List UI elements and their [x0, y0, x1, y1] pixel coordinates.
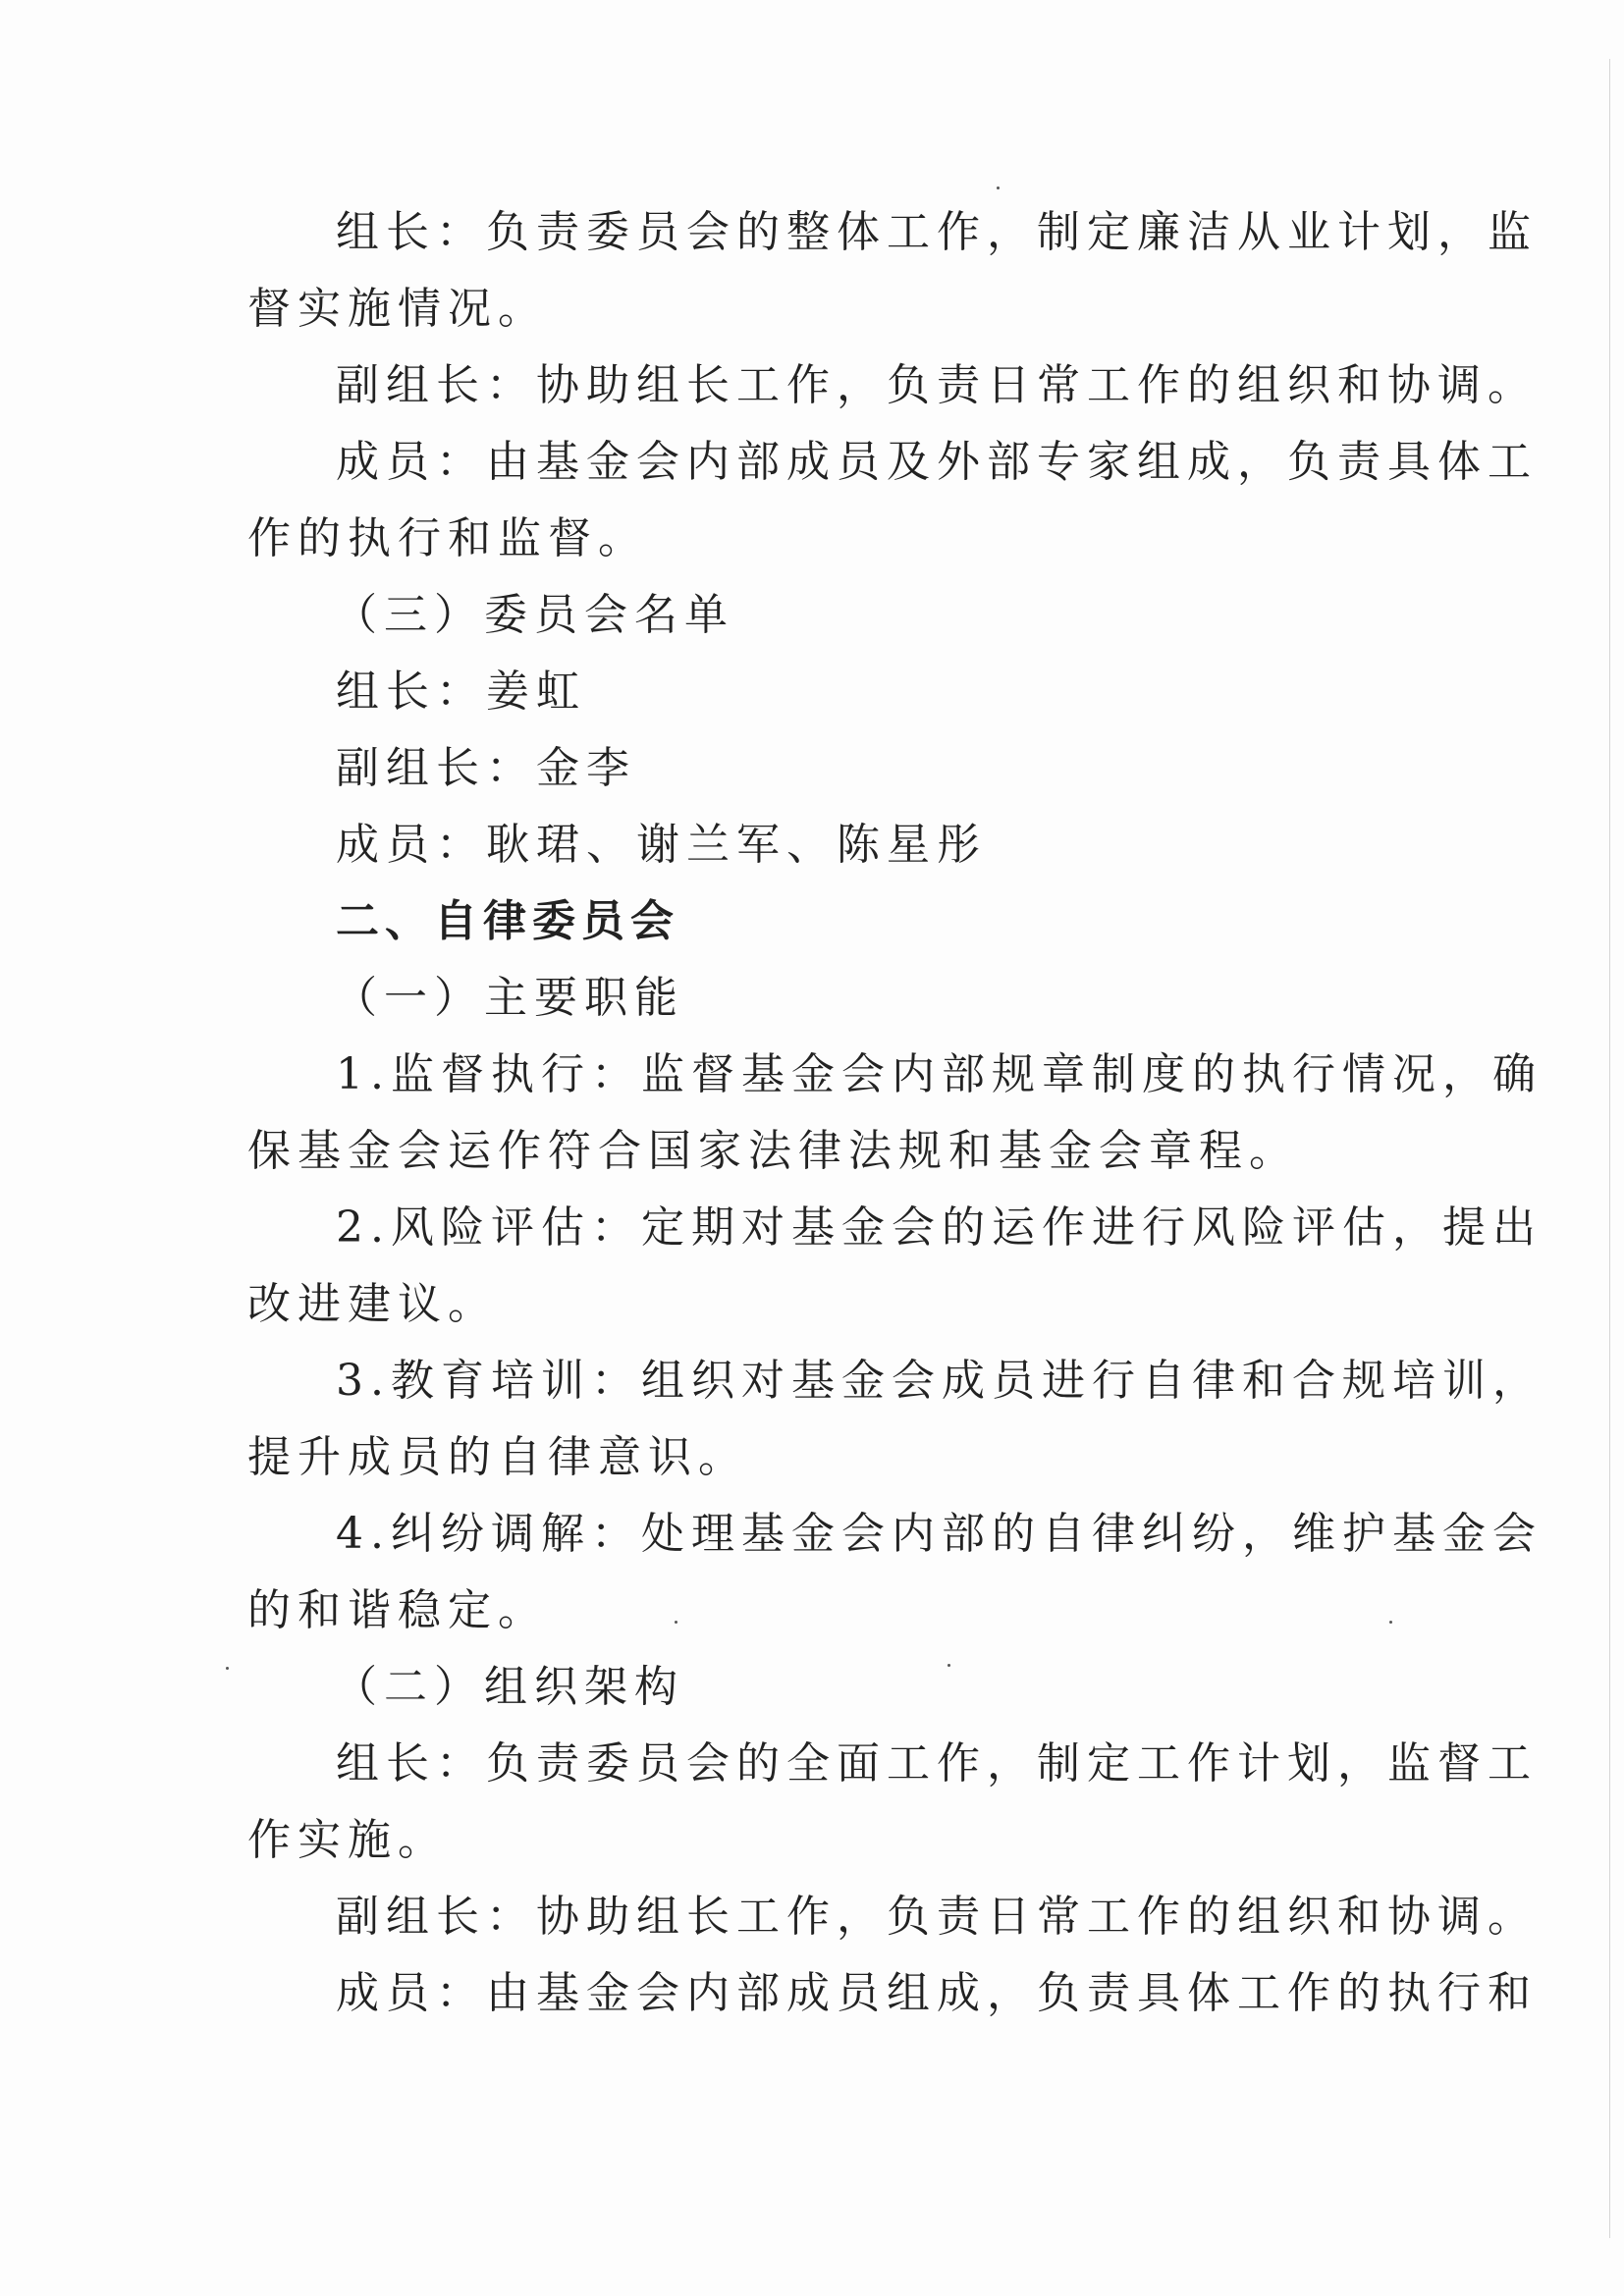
- scan-speck: [997, 187, 1000, 189]
- list-members: 成员：耿珺、谢兰军、陈星彤: [336, 820, 987, 870]
- paragraph-function-risk-cont: 改进建议。: [247, 1279, 498, 1329]
- paragraph-members-duty: 成员：由基金会内部成员及外部专家组成，负责具体工: [336, 437, 1538, 487]
- paragraph-group-leader-duty: 组长：负责委员会的整体工作，制定廉洁从业计划，监: [336, 207, 1538, 257]
- paragraph-org-leader-duty-cont: 作实施。: [247, 1815, 448, 1865]
- subheading-main-functions: （一）主要职能: [334, 973, 684, 1023]
- paragraph-org-members-duty: 成员：由基金会内部成员组成，负责具体工作的执行和: [336, 1968, 1538, 2018]
- list-group-leader: 组长：姜虹: [336, 667, 586, 717]
- paragraph-function-supervision: 1.监督执行：监督基金会内部规章制度的执行情况，确: [336, 1049, 1543, 1099]
- list-deputy-leader: 副组长：金李: [336, 743, 636, 793]
- scan-speck: [1389, 1621, 1392, 1624]
- paragraph-members-duty-cont: 作的执行和监督。: [247, 513, 648, 563]
- paragraph-function-mediation: 4.纠纷调解：处理基金会内部的自律纠纷，维护基金会: [336, 1509, 1543, 1559]
- section-heading-self-discipline-committee: 二、自律委员会: [336, 896, 679, 946]
- paragraph-function-risk: 2.风险评估：定期对基金会的运作进行风险评估，提出: [336, 1202, 1543, 1253]
- subheading-committee-list: （三）委员会名单: [334, 590, 734, 640]
- paragraph-function-training-cont: 提升成员的自律意识。: [247, 1432, 748, 1482]
- scan-speck: [226, 1667, 229, 1670]
- paragraph-org-deputy-duty: 副组长：协助组长工作，负责日常工作的组织和协调。: [336, 1892, 1538, 1942]
- paragraph-function-supervision-cont: 保基金会运作符合国家法律法规和基金会章程。: [247, 1126, 1299, 1176]
- subheading-organization: （二）组织架构: [334, 1662, 684, 1712]
- paragraph-function-training: 3.教育培训：组织对基金会成员进行自律和合规培训，: [336, 1356, 1543, 1406]
- paragraph-function-mediation-cont: 的和谐稳定。: [247, 1585, 548, 1635]
- paragraph-group-leader-duty-cont: 督实施情况。: [247, 284, 548, 334]
- paragraph-org-leader-duty: 组长：负责委员会的全面工作，制定工作计划，监督工: [336, 1738, 1538, 1789]
- paragraph-deputy-leader-duty: 副组长：协助组长工作，负责日常工作的组织和协调。: [336, 360, 1538, 410]
- scan-edge-line: [1609, 59, 1610, 2238]
